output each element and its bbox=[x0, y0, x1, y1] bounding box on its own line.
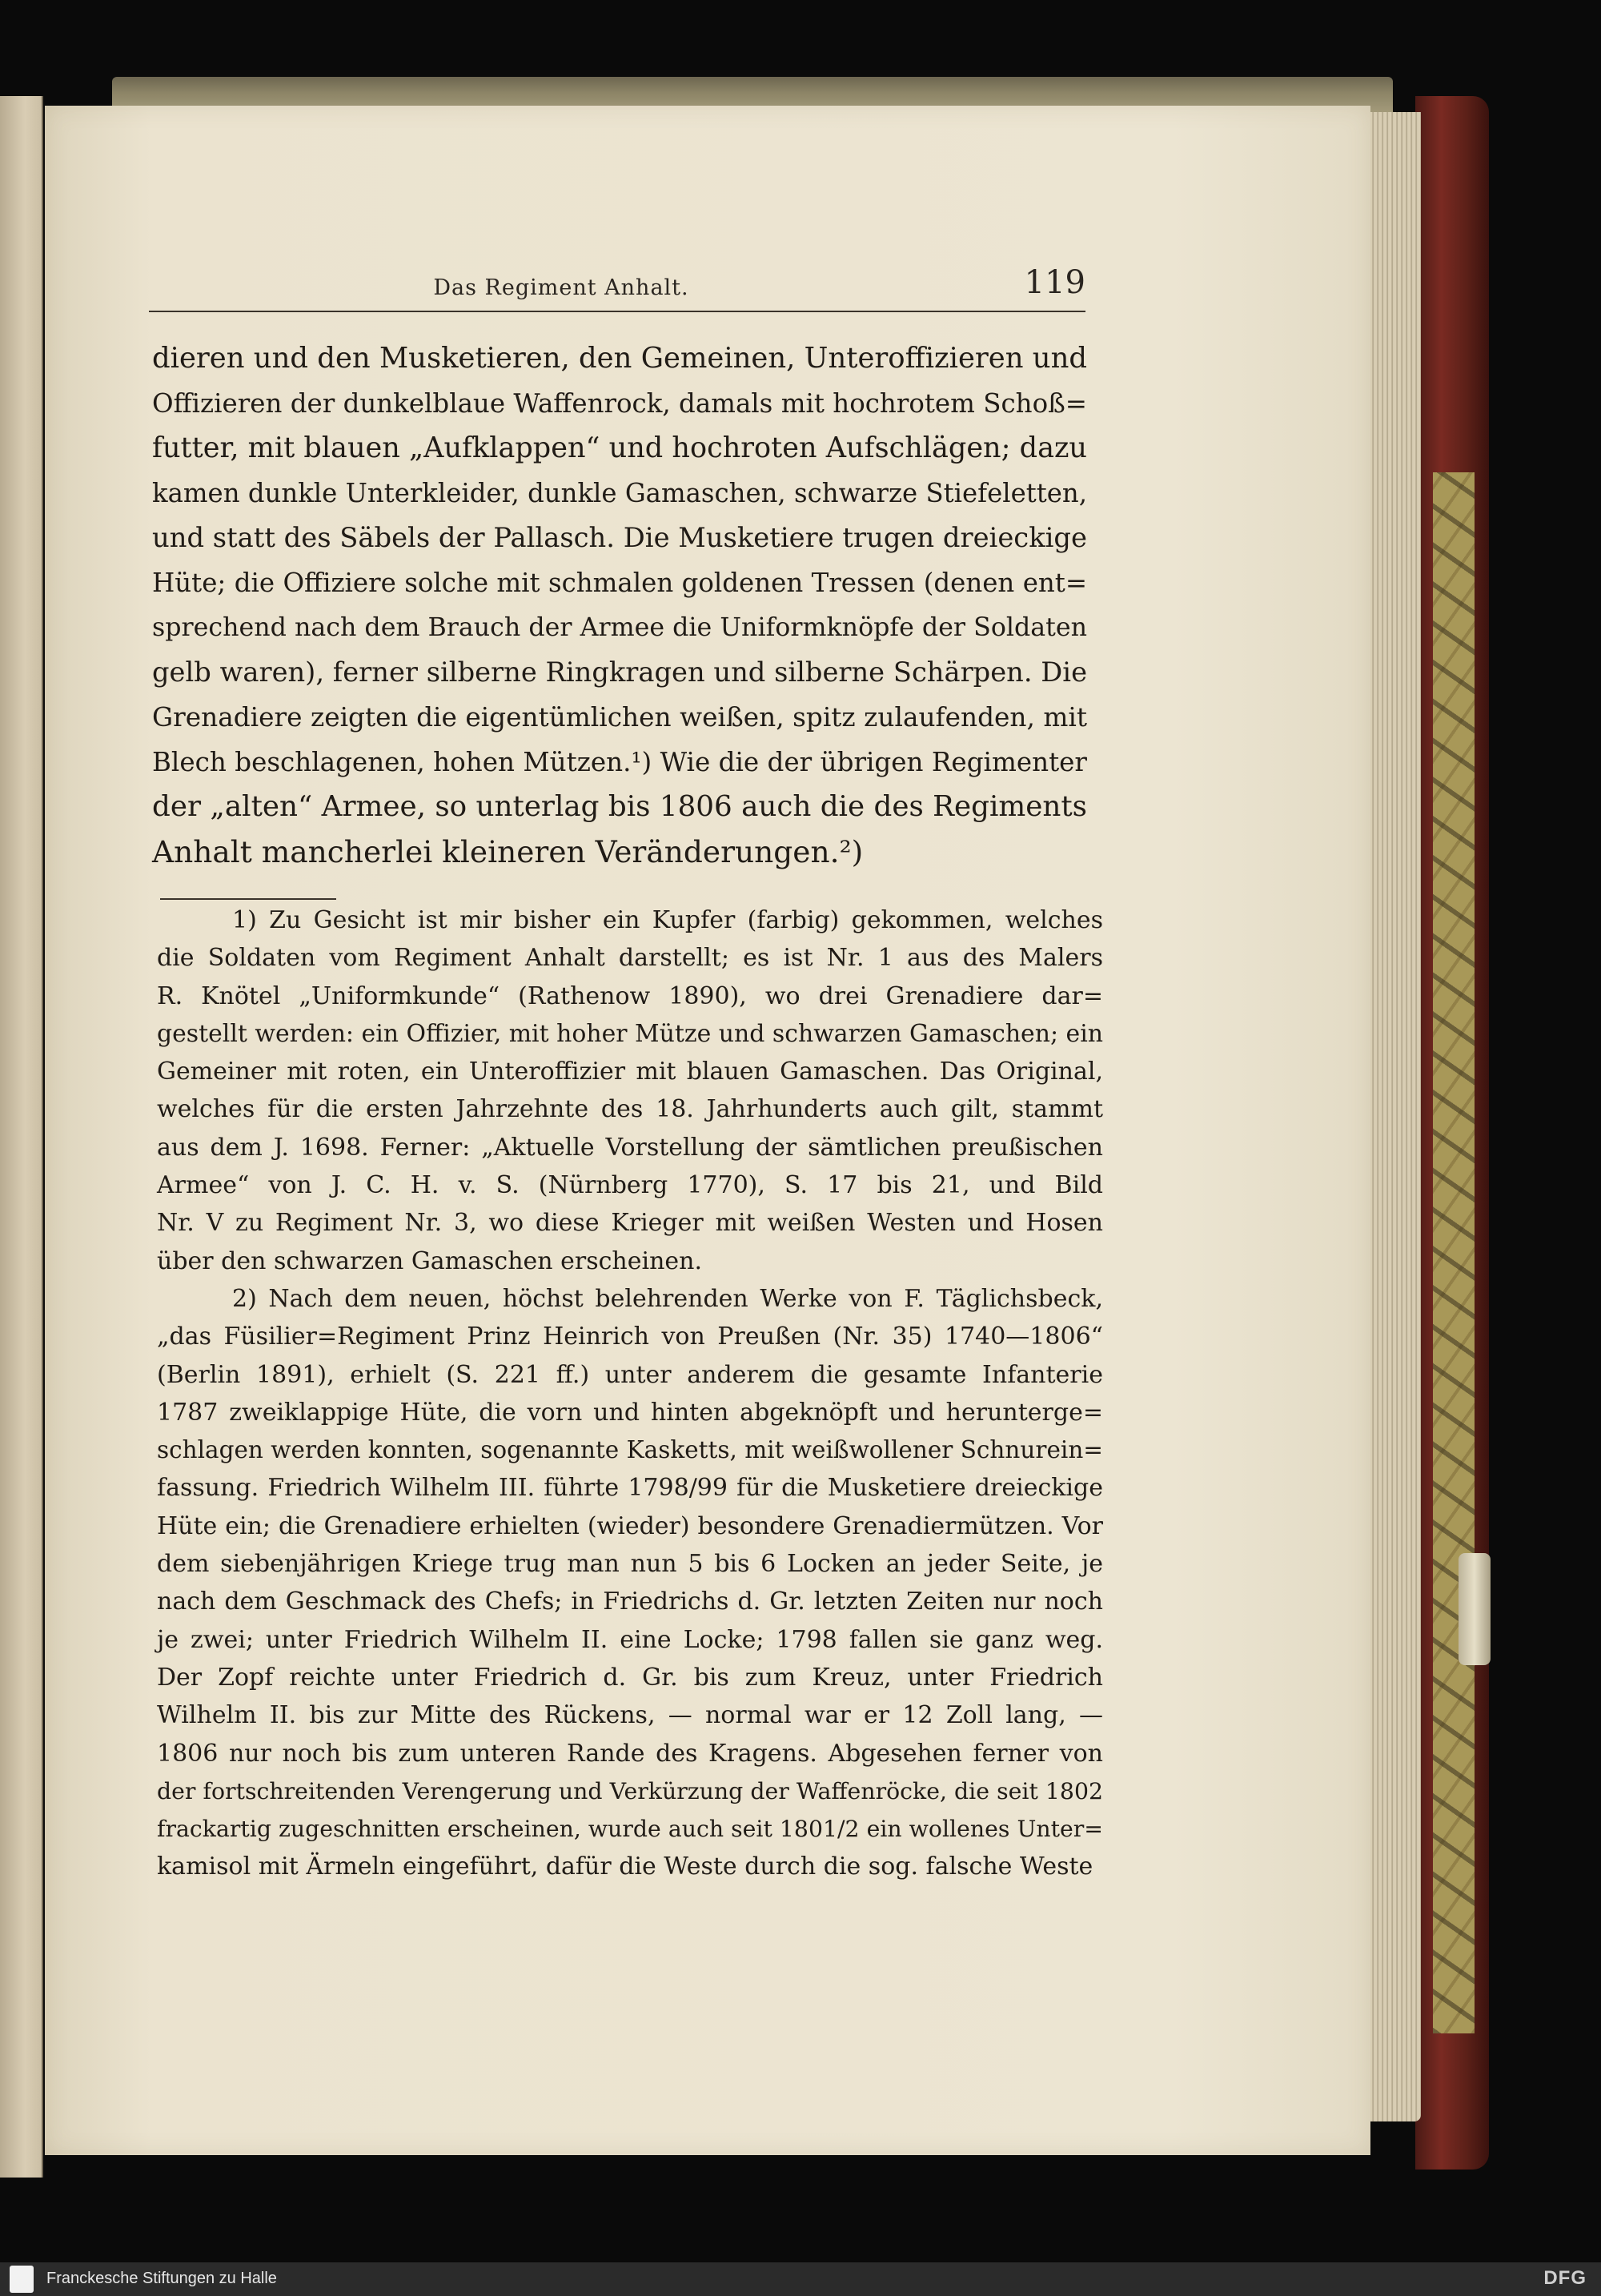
text-line: und statt des Säbels der Pallasch. Die Musketiere trugen dreieckige bbox=[152, 522, 1087, 553]
footnote-line: Gemeiner mit roten, ein Unteroffizier mit blauen Gamaschen. Das Original, bbox=[157, 1058, 1103, 1086]
footnote-line: schlagen werden konnten, sogenannte Kasketts, mit weißwollener Schnurein= bbox=[157, 1436, 1103, 1464]
footnote-line: die Soldaten vom Regiment Anhalt darstellt; es ist Nr. 1 aus des Malers bbox=[157, 944, 1103, 973]
footnote-line: Armee“ von J. C. H. v. S. (Nürnberg 1770), S. 17 bis 21, und Bild bbox=[157, 1171, 1103, 1200]
dfg-logo: DFG bbox=[1543, 2267, 1587, 2289]
footnote-line: Nr. V zu Regiment Nr. 3, wo diese Krieger mit weißen Westen und Hosen bbox=[157, 1209, 1103, 1238]
footnote-line: Der Zopf reichte unter Friedrich d. Gr. bis zum Kreuz, unter Friedrich bbox=[157, 1663, 1103, 1692]
page-stack-edge bbox=[1365, 112, 1421, 2121]
footnote-line: kamisol mit Ärmeln eingeführt, dafür die Weste durch die sog. falsche Weste bbox=[157, 1852, 1093, 1881]
text-line: Offizieren der dunkelblaue Waffenrock, damals mit hochrotem Schoß= bbox=[152, 388, 1087, 419]
text-line: gelb waren), ferner silberne Ringkragen und silberne Schärpen. Die bbox=[152, 656, 1087, 688]
footnote-1 bbox=[157, 901, 1103, 1280]
text-line: der „alten“ Armee, so unterlag bis 1806 auch die des Regiments bbox=[152, 790, 1087, 823]
text-line: Blech beschlagenen, hohen Mützen.¹) Wie die der übrigen Regimenter bbox=[152, 747, 1087, 777]
footnote-line: frackartig zugeschnitten erscheinen, wurde auch seit 1801/2 ein wollenes Unter= bbox=[157, 1816, 1103, 1843]
running-title: Das Regiment Anhalt. bbox=[433, 275, 689, 300]
institution-name: Franckesche Stiftungen zu Halle bbox=[46, 2270, 277, 2287]
footnote-line: 1) Zu Gesicht ist mir bisher ein Kupfer (farbig) gekommen, welches bbox=[232, 906, 1103, 934]
institution-logo-icon bbox=[10, 2266, 34, 2293]
page-header bbox=[149, 264, 1085, 312]
footnote-line: Hüte ein; die Grenadiere erhielten (wieder) besondere Grenadiermützen. Vor bbox=[157, 1511, 1103, 1540]
marbled-endpaper bbox=[1433, 472, 1475, 2033]
footnote-line: über den schwarzen Gamaschen erscheinen. bbox=[157, 1246, 703, 1275]
text-line: Hüte; die Offiziere solche mit schmalen goldenen Tressen (denen ent= bbox=[152, 568, 1087, 598]
footnote-line: fassung. Friedrich Wilhelm III. führte 1798/99 für die Musketiere dreieckige bbox=[157, 1474, 1103, 1503]
text-line: Grenadiere zeigten die eigentümlichen weißen, spitz zulaufenden, mit bbox=[152, 702, 1087, 733]
footnote-line: nach dem Geschmack des Chefs; in Friedrichs d. Gr. letzten Zeiten nur noch bbox=[157, 1588, 1103, 1616]
text-line: Anhalt mancherlei kleineren Veränderungen.²) bbox=[152, 834, 864, 869]
main-text bbox=[152, 336, 1087, 874]
footnote-line: dem siebenjährigen Kriege trug man nun 5 bis 6 Locken an jeder Seite, je bbox=[157, 1550, 1103, 1579]
footnote-line: Wilhelm II. bis zur Mitte des Rückens, — normal war er 12 Zoll lang, — bbox=[157, 1701, 1103, 1730]
footnote-line: aus dem J. 1698. Ferner: „Aktuelle Vorstellung der sämtlichen preußischen bbox=[157, 1133, 1103, 1162]
page-number: 119 bbox=[1024, 264, 1085, 301]
text-line: kamen dunkle Unterkleider, dunkle Gamaschen, schwarze Stiefeletten, bbox=[152, 478, 1087, 508]
text-line: sprechend nach dem Brauch der Armee die Uniformknöpfe der Soldaten bbox=[152, 613, 1087, 642]
footnote-rule bbox=[160, 898, 336, 900]
book-clasp bbox=[1459, 1553, 1491, 1665]
footnote-line: gestellt werden: ein Offizier, mit hoher Mütze und schwarzen Gamaschen; ein bbox=[157, 1019, 1103, 1048]
left-page-edge bbox=[0, 96, 43, 2178]
text-line: futter, mit blauen „Aufklappen“ und hochroten Aufschlägen; dazu bbox=[152, 432, 1087, 464]
footnote-line: je zwei; unter Friedrich Wilhelm II. eine Locke; 1798 fallen sie ganz weg. bbox=[157, 1625, 1103, 1654]
text-line: dieren und den Musketieren, den Gemeinen, Unteroffizieren und bbox=[152, 342, 1087, 375]
footnote-line: „das Füsilier=Regiment Prinz Heinrich von Preußen (Nr. 35) 1740—1806“ bbox=[157, 1323, 1103, 1351]
footer-bar bbox=[0, 2262, 1601, 2296]
footnote-line: 1787 zweiklappige Hüte, die vorn und hinten abgeknöpft und herunterge= bbox=[157, 1398, 1103, 1427]
footnote-line: welches für die ersten Jahrzehnte des 18. Jahrhunderts auch gilt, stammt bbox=[157, 1095, 1103, 1124]
footnotes bbox=[157, 901, 1103, 1886]
footnote-line: 2) Nach dem neuen, höchst belehrenden Werke von F. Täglichsbeck, bbox=[232, 1284, 1103, 1313]
footnote-line: der fortschreitenden Verengerung und Verkürzung der Waffenröcke, die seit 1802 bbox=[157, 1777, 1103, 1804]
header-rule bbox=[149, 311, 1085, 312]
footnote-line: R. Knötel „Uniformkunde“ (Rathenow 1890), wo drei Grenadiere dar= bbox=[157, 981, 1103, 1010]
footnote-line: 1806 nur noch bis zum unteren Rande des Kragens. Abgesehen ferner von bbox=[157, 1739, 1103, 1768]
footnote-line: (Berlin 1891), erhielt (S. 221 ff.) unter anderem die gesamte Infanterie bbox=[157, 1360, 1103, 1389]
footnote-2 bbox=[157, 1280, 1103, 1886]
main-paragraph bbox=[152, 336, 1087, 874]
